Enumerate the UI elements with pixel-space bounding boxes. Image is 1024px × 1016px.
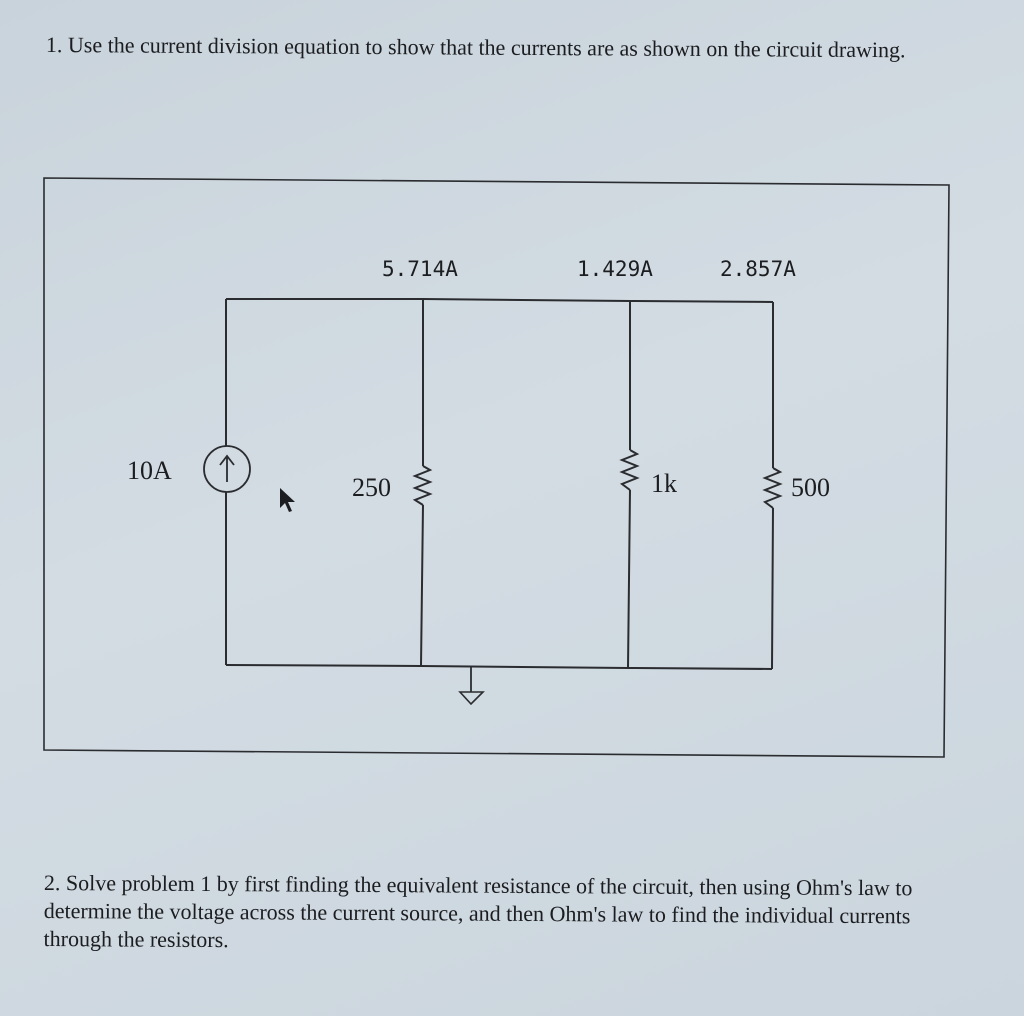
mouse-cursor-icon [280,488,295,512]
branch-1k-wire [628,301,630,668]
bottom-wire [226,665,772,669]
diagram-frame [44,178,949,757]
current-label-1k: 1.429A [577,257,653,281]
branch-250-wire [421,299,423,666]
resistor-500-label: 500 [791,473,830,502]
current-source-up-arrow-icon [204,446,250,492]
resistor-500-icon [765,468,780,508]
resistor-1k-icon [622,450,637,490]
resistor-1k-label: 1k [651,469,677,498]
resistor-250-label: 250 [352,473,391,502]
ground-icon [460,667,483,704]
resistor-250-icon [415,466,430,505]
question-1-text: 1. Use the current division equation to show that the currents are as shown on the circuit drawing. [45,31,906,63]
top-wire [226,299,773,302]
branch-500-wire [772,302,773,669]
question-2-text: 2. Solve problem 1 by first finding the equivalent resistance of the circuit, then using Ohm's law to determine the voltage across the current source, and then Ohm's law to find the individual currents through the resistors. [43,870,913,953]
source-label: 10A [127,456,172,485]
current-label-500: 2.857A [720,257,796,281]
current-label-250: 5.714A [382,257,458,281]
